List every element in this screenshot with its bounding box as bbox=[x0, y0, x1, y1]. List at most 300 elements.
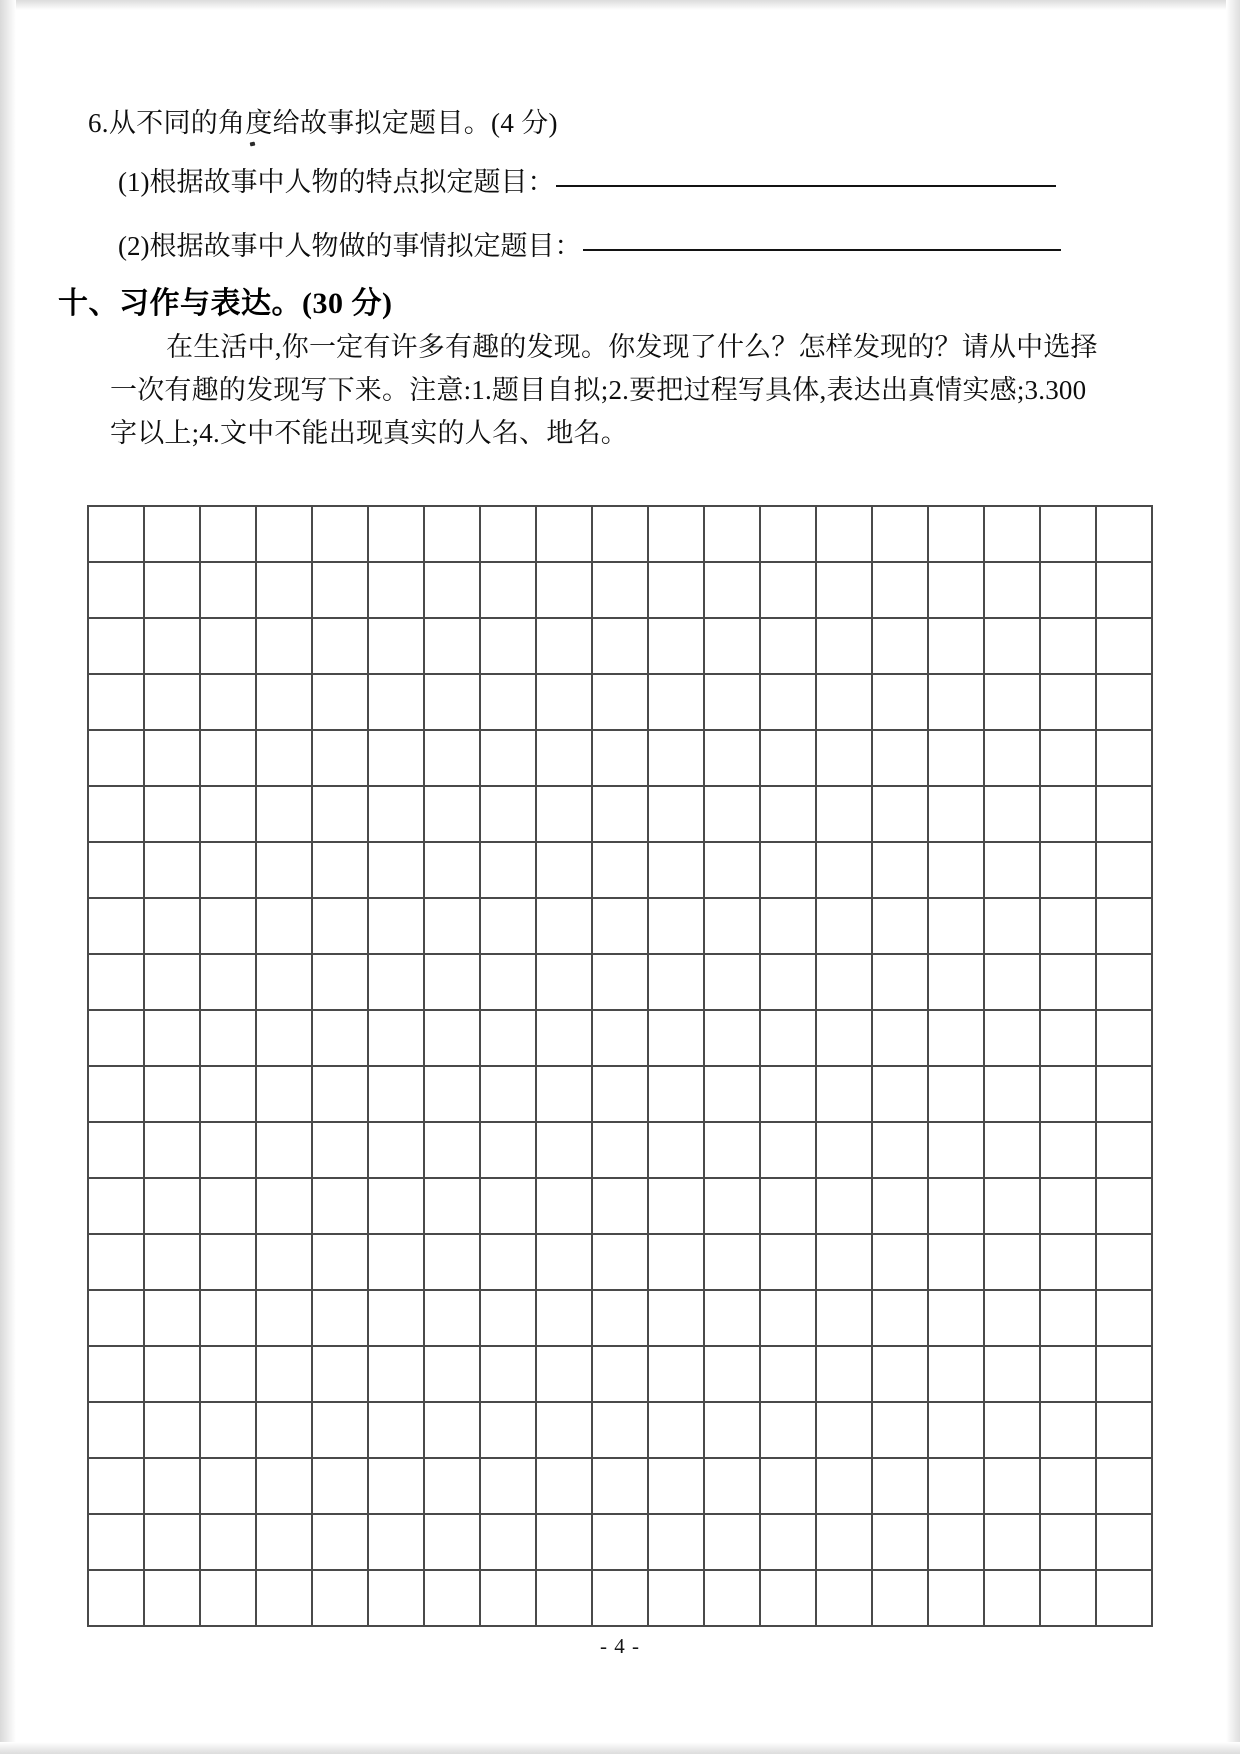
composition-grid-cell[interactable] bbox=[145, 563, 201, 619]
composition-grid-cell[interactable] bbox=[761, 787, 817, 843]
composition-grid-cell[interactable] bbox=[313, 1123, 369, 1179]
composition-grid-cell[interactable] bbox=[705, 1067, 761, 1123]
composition-grid-cell[interactable] bbox=[369, 1123, 425, 1179]
composition-grid-cell[interactable] bbox=[593, 1515, 649, 1571]
question-6-answer-blank-1[interactable] bbox=[556, 184, 1056, 187]
composition-grid-cell[interactable] bbox=[761, 1515, 817, 1571]
composition-grid-cell[interactable] bbox=[761, 563, 817, 619]
composition-grid-cell[interactable] bbox=[481, 675, 537, 731]
composition-grid-cell[interactable] bbox=[425, 1403, 481, 1459]
composition-grid-cell[interactable] bbox=[985, 675, 1041, 731]
composition-grid-cell[interactable] bbox=[649, 1347, 705, 1403]
composition-grid-cell[interactable] bbox=[817, 1179, 873, 1235]
composition-grid-cell[interactable] bbox=[145, 955, 201, 1011]
composition-grid-cell[interactable] bbox=[89, 1291, 145, 1347]
composition-grid-cell[interactable] bbox=[873, 1459, 929, 1515]
composition-grid-cell[interactable] bbox=[425, 1459, 481, 1515]
composition-grid-cell[interactable] bbox=[201, 1179, 257, 1235]
composition-grid-cell[interactable] bbox=[257, 1067, 313, 1123]
composition-grid-cell[interactable] bbox=[1041, 1067, 1097, 1123]
composition-grid-cell[interactable] bbox=[929, 1515, 985, 1571]
question-6-answer-blank-2[interactable] bbox=[583, 248, 1061, 251]
composition-grid-cell[interactable] bbox=[929, 563, 985, 619]
composition-grid-cell[interactable] bbox=[817, 1403, 873, 1459]
composition-grid-cell[interactable] bbox=[481, 787, 537, 843]
composition-grid-cell[interactable] bbox=[1097, 1179, 1153, 1235]
composition-grid-cell[interactable] bbox=[481, 1179, 537, 1235]
composition-grid-cell[interactable] bbox=[929, 955, 985, 1011]
composition-grid-cell[interactable] bbox=[145, 731, 201, 787]
composition-grid-cell[interactable] bbox=[649, 843, 705, 899]
composition-grid-cell[interactable] bbox=[313, 1179, 369, 1235]
composition-grid-cell[interactable] bbox=[313, 1515, 369, 1571]
composition-grid-cell[interactable] bbox=[929, 1347, 985, 1403]
composition-grid-cell[interactable] bbox=[537, 899, 593, 955]
composition-grid-cell[interactable] bbox=[369, 563, 425, 619]
composition-grid-cell[interactable] bbox=[257, 787, 313, 843]
composition-grid-cell[interactable] bbox=[369, 787, 425, 843]
composition-grid-cell[interactable] bbox=[985, 899, 1041, 955]
composition-grid-cell[interactable] bbox=[481, 1291, 537, 1347]
composition-grid-cell[interactable] bbox=[873, 1515, 929, 1571]
composition-grid-cell[interactable] bbox=[425, 563, 481, 619]
composition-grid-cell[interactable] bbox=[929, 619, 985, 675]
composition-grid-cell[interactable] bbox=[649, 955, 705, 1011]
composition-grid-cell[interactable] bbox=[929, 1571, 985, 1627]
composition-grid-cell[interactable] bbox=[201, 843, 257, 899]
composition-grid-cell[interactable] bbox=[649, 1067, 705, 1123]
composition-grid-cell[interactable] bbox=[1041, 1291, 1097, 1347]
composition-grid-cell[interactable] bbox=[929, 1291, 985, 1347]
composition-grid-cell[interactable] bbox=[369, 507, 425, 563]
composition-grid-cell[interactable] bbox=[705, 1459, 761, 1515]
composition-grid-cell[interactable] bbox=[481, 1067, 537, 1123]
composition-grid-cell[interactable] bbox=[705, 1515, 761, 1571]
composition-grid-cell[interactable] bbox=[873, 563, 929, 619]
composition-grid-cell[interactable] bbox=[873, 675, 929, 731]
composition-grid-cell[interactable] bbox=[761, 899, 817, 955]
composition-grid-cell[interactable] bbox=[369, 1011, 425, 1067]
composition-grid-cell[interactable] bbox=[1041, 843, 1097, 899]
composition-grid-cell[interactable] bbox=[89, 899, 145, 955]
composition-grid-cell[interactable] bbox=[929, 1235, 985, 1291]
composition-grid-cell[interactable] bbox=[537, 787, 593, 843]
composition-grid-cell[interactable] bbox=[369, 1347, 425, 1403]
composition-grid-cell[interactable] bbox=[1041, 1459, 1097, 1515]
composition-grid-cell[interactable] bbox=[985, 1123, 1041, 1179]
composition-grid-cell[interactable] bbox=[649, 1515, 705, 1571]
composition-grid-cell[interactable] bbox=[985, 955, 1041, 1011]
composition-grid-cell[interactable] bbox=[425, 1515, 481, 1571]
composition-grid-cell[interactable] bbox=[201, 563, 257, 619]
composition-grid-cell[interactable] bbox=[1041, 899, 1097, 955]
composition-grid-cell[interactable] bbox=[929, 1459, 985, 1515]
composition-grid-cell[interactable] bbox=[649, 1235, 705, 1291]
composition-grid-cell[interactable] bbox=[537, 731, 593, 787]
composition-grid-cell[interactable] bbox=[537, 1123, 593, 1179]
composition-grid-cell[interactable] bbox=[201, 1123, 257, 1179]
composition-grid-cell[interactable] bbox=[873, 1571, 929, 1627]
composition-grid-cell[interactable] bbox=[369, 1291, 425, 1347]
composition-grid-cell[interactable] bbox=[817, 1571, 873, 1627]
composition-grid-cell[interactable] bbox=[313, 1067, 369, 1123]
composition-grid-cell[interactable] bbox=[649, 1459, 705, 1515]
composition-grid-cell[interactable] bbox=[929, 1179, 985, 1235]
composition-grid-cell[interactable] bbox=[257, 619, 313, 675]
composition-grid-cell[interactable] bbox=[201, 1515, 257, 1571]
composition-grid-cell[interactable] bbox=[257, 1515, 313, 1571]
composition-grid-cell[interactable] bbox=[761, 955, 817, 1011]
composition-grid-cell[interactable] bbox=[873, 731, 929, 787]
composition-grid-cell[interactable] bbox=[985, 1571, 1041, 1627]
composition-grid-cell[interactable] bbox=[985, 619, 1041, 675]
composition-grid-cell[interactable] bbox=[873, 843, 929, 899]
composition-grid-cell[interactable] bbox=[537, 507, 593, 563]
composition-grid-cell[interactable] bbox=[369, 1515, 425, 1571]
composition-grid-cell[interactable] bbox=[201, 507, 257, 563]
composition-grid-cell[interactable] bbox=[89, 1515, 145, 1571]
composition-grid-cell[interactable] bbox=[89, 1123, 145, 1179]
composition-grid-cell[interactable] bbox=[481, 1403, 537, 1459]
composition-grid-cell[interactable] bbox=[313, 1571, 369, 1627]
composition-grid-cell[interactable] bbox=[89, 955, 145, 1011]
composition-grid-cell[interactable] bbox=[145, 619, 201, 675]
composition-grid-cell[interactable] bbox=[1097, 1459, 1153, 1515]
composition-grid-cell[interactable] bbox=[1041, 1571, 1097, 1627]
composition-grid-cell[interactable] bbox=[985, 1515, 1041, 1571]
composition-grid-cell[interactable] bbox=[201, 1235, 257, 1291]
composition-grid-cell[interactable] bbox=[89, 1403, 145, 1459]
composition-grid-cell[interactable] bbox=[593, 1179, 649, 1235]
composition-grid-cell[interactable] bbox=[313, 955, 369, 1011]
composition-grid-cell[interactable] bbox=[929, 731, 985, 787]
composition-grid-cell[interactable] bbox=[817, 843, 873, 899]
composition-grid-cell[interactable] bbox=[257, 843, 313, 899]
composition-grid-cell[interactable] bbox=[201, 1459, 257, 1515]
composition-grid-cell[interactable] bbox=[985, 1235, 1041, 1291]
composition-grid-cell[interactable] bbox=[425, 843, 481, 899]
composition-grid-cell[interactable] bbox=[537, 675, 593, 731]
composition-grid[interactable] bbox=[87, 505, 1153, 1627]
composition-grid-cell[interactable] bbox=[873, 1347, 929, 1403]
composition-grid-cell[interactable] bbox=[1097, 1291, 1153, 1347]
composition-grid-cell[interactable] bbox=[1041, 955, 1097, 1011]
composition-grid-cell[interactable] bbox=[313, 1011, 369, 1067]
composition-grid-cell[interactable] bbox=[1097, 843, 1153, 899]
composition-grid-cell[interactable] bbox=[1041, 507, 1097, 563]
composition-grid-cell[interactable] bbox=[369, 1571, 425, 1627]
composition-grid-cell[interactable] bbox=[929, 507, 985, 563]
composition-grid-cell[interactable] bbox=[705, 563, 761, 619]
composition-grid-cell[interactable] bbox=[201, 899, 257, 955]
composition-grid-cell[interactable] bbox=[425, 1179, 481, 1235]
composition-grid-cell[interactable] bbox=[649, 675, 705, 731]
composition-grid-cell[interactable] bbox=[761, 1347, 817, 1403]
composition-grid-cell[interactable] bbox=[1097, 619, 1153, 675]
composition-grid-cell[interactable] bbox=[649, 899, 705, 955]
composition-grid-cell[interactable] bbox=[481, 507, 537, 563]
composition-grid-cell[interactable] bbox=[257, 1179, 313, 1235]
composition-grid-cell[interactable] bbox=[425, 787, 481, 843]
composition-grid-cell[interactable] bbox=[1041, 731, 1097, 787]
composition-grid-cell[interactable] bbox=[1097, 1235, 1153, 1291]
composition-grid-cell[interactable] bbox=[817, 1123, 873, 1179]
composition-grid-cell[interactable] bbox=[985, 731, 1041, 787]
composition-grid-cell[interactable] bbox=[761, 1291, 817, 1347]
composition-grid-cell[interactable] bbox=[369, 1067, 425, 1123]
composition-grid-cell[interactable] bbox=[257, 1011, 313, 1067]
composition-grid-cell[interactable] bbox=[145, 843, 201, 899]
composition-grid-cell[interactable] bbox=[929, 899, 985, 955]
composition-grid-cell[interactable] bbox=[873, 787, 929, 843]
composition-grid-cell[interactable] bbox=[257, 731, 313, 787]
composition-grid-cell[interactable] bbox=[761, 675, 817, 731]
composition-grid-cell[interactable] bbox=[481, 1235, 537, 1291]
composition-grid-cell[interactable] bbox=[313, 1235, 369, 1291]
composition-grid-cell[interactable] bbox=[257, 955, 313, 1011]
composition-grid-cell[interactable] bbox=[145, 1459, 201, 1515]
composition-grid-cell[interactable] bbox=[481, 899, 537, 955]
composition-grid-cell[interactable] bbox=[817, 1347, 873, 1403]
composition-grid-cell[interactable] bbox=[817, 1291, 873, 1347]
composition-grid-cell[interactable] bbox=[313, 675, 369, 731]
composition-grid-cell[interactable] bbox=[817, 787, 873, 843]
composition-grid-cell[interactable] bbox=[873, 899, 929, 955]
composition-grid-cell[interactable] bbox=[537, 843, 593, 899]
composition-grid-cell[interactable] bbox=[761, 619, 817, 675]
composition-grid-cell[interactable] bbox=[929, 1403, 985, 1459]
composition-grid-cell[interactable] bbox=[593, 1123, 649, 1179]
composition-grid-cell[interactable] bbox=[929, 1011, 985, 1067]
composition-grid-cell[interactable] bbox=[649, 619, 705, 675]
composition-grid-cell[interactable] bbox=[201, 1011, 257, 1067]
composition-grid-cell[interactable] bbox=[817, 619, 873, 675]
composition-grid-cell[interactable] bbox=[481, 731, 537, 787]
composition-grid-cell[interactable] bbox=[89, 563, 145, 619]
composition-grid-cell[interactable] bbox=[593, 787, 649, 843]
composition-grid-cell[interactable] bbox=[817, 1515, 873, 1571]
composition-grid-cell[interactable] bbox=[593, 899, 649, 955]
composition-grid-cell[interactable] bbox=[1041, 675, 1097, 731]
composition-grid-cell[interactable] bbox=[705, 675, 761, 731]
composition-grid-cell[interactable] bbox=[201, 1291, 257, 1347]
composition-grid-cell[interactable] bbox=[929, 843, 985, 899]
composition-grid-cell[interactable] bbox=[481, 955, 537, 1011]
composition-grid-cell[interactable] bbox=[761, 1235, 817, 1291]
composition-grid-cell[interactable] bbox=[537, 1235, 593, 1291]
composition-grid-cell[interactable] bbox=[481, 1123, 537, 1179]
composition-grid-cell[interactable] bbox=[705, 1347, 761, 1403]
composition-grid-cell[interactable] bbox=[425, 1011, 481, 1067]
composition-grid-cell[interactable] bbox=[425, 1123, 481, 1179]
composition-grid-cell[interactable] bbox=[985, 787, 1041, 843]
composition-grid-cell[interactable] bbox=[201, 619, 257, 675]
composition-grid-cell[interactable] bbox=[1041, 787, 1097, 843]
composition-grid-cell[interactable] bbox=[89, 843, 145, 899]
composition-grid-cell[interactable] bbox=[873, 1067, 929, 1123]
composition-grid-cell[interactable] bbox=[593, 507, 649, 563]
composition-grid-cell[interactable] bbox=[873, 619, 929, 675]
composition-grid-cell[interactable] bbox=[145, 507, 201, 563]
composition-grid-cell[interactable] bbox=[817, 563, 873, 619]
composition-grid-cell[interactable] bbox=[1097, 1403, 1153, 1459]
composition-grid-cell[interactable] bbox=[257, 1235, 313, 1291]
composition-grid-cell[interactable] bbox=[201, 1347, 257, 1403]
composition-grid-cell[interactable] bbox=[481, 1459, 537, 1515]
composition-grid-cell[interactable] bbox=[201, 787, 257, 843]
composition-grid-cell[interactable] bbox=[1041, 1123, 1097, 1179]
composition-grid-cell[interactable] bbox=[593, 563, 649, 619]
composition-grid-cell[interactable] bbox=[1097, 731, 1153, 787]
composition-grid-cell[interactable] bbox=[705, 619, 761, 675]
composition-grid-cell[interactable] bbox=[145, 1291, 201, 1347]
composition-grid-cell[interactable] bbox=[705, 1123, 761, 1179]
composition-grid-cell[interactable] bbox=[929, 787, 985, 843]
composition-grid-cell[interactable] bbox=[593, 731, 649, 787]
composition-grid-cell[interactable] bbox=[201, 1571, 257, 1627]
composition-grid-cell[interactable] bbox=[593, 1459, 649, 1515]
composition-grid-cell[interactable] bbox=[761, 1571, 817, 1627]
composition-grid-cell[interactable] bbox=[985, 1459, 1041, 1515]
composition-grid-cell[interactable] bbox=[1097, 955, 1153, 1011]
composition-grid-cell[interactable] bbox=[89, 1179, 145, 1235]
composition-grid-cell[interactable] bbox=[705, 955, 761, 1011]
composition-grid-cell[interactable] bbox=[145, 675, 201, 731]
composition-grid-cell[interactable] bbox=[537, 1515, 593, 1571]
composition-grid-cell[interactable] bbox=[761, 1123, 817, 1179]
composition-grid-cell[interactable] bbox=[257, 1403, 313, 1459]
composition-grid-cell[interactable] bbox=[929, 675, 985, 731]
composition-grid-cell[interactable] bbox=[649, 1403, 705, 1459]
composition-grid-cell[interactable] bbox=[369, 1179, 425, 1235]
composition-grid-cell[interactable] bbox=[313, 843, 369, 899]
composition-grid-cell[interactable] bbox=[817, 507, 873, 563]
composition-grid-cell[interactable] bbox=[145, 1235, 201, 1291]
composition-grid-cell[interactable] bbox=[1041, 1235, 1097, 1291]
composition-grid-cell[interactable] bbox=[369, 619, 425, 675]
composition-grid-cell[interactable] bbox=[481, 619, 537, 675]
composition-grid-cell[interactable] bbox=[145, 1403, 201, 1459]
composition-grid-cell[interactable] bbox=[761, 1179, 817, 1235]
composition-grid-cell[interactable] bbox=[593, 1571, 649, 1627]
composition-grid-cell[interactable] bbox=[369, 1235, 425, 1291]
composition-grid-cell[interactable] bbox=[929, 1067, 985, 1123]
composition-grid-cell[interactable] bbox=[817, 899, 873, 955]
composition-grid-cell[interactable] bbox=[593, 1011, 649, 1067]
composition-grid-cell[interactable] bbox=[761, 1067, 817, 1123]
composition-grid-cell[interactable] bbox=[593, 1347, 649, 1403]
composition-grid-cell[interactable] bbox=[425, 955, 481, 1011]
composition-grid-cell[interactable] bbox=[425, 899, 481, 955]
composition-grid-cell[interactable] bbox=[985, 507, 1041, 563]
composition-grid-cell[interactable] bbox=[313, 731, 369, 787]
composition-grid-cell[interactable] bbox=[1041, 1403, 1097, 1459]
composition-grid-cell[interactable] bbox=[873, 955, 929, 1011]
composition-grid-cell[interactable] bbox=[481, 1011, 537, 1067]
composition-grid-cell[interactable] bbox=[705, 1179, 761, 1235]
composition-grid-cell[interactable] bbox=[313, 787, 369, 843]
composition-grid-cell[interactable] bbox=[761, 507, 817, 563]
composition-grid-cell[interactable] bbox=[425, 619, 481, 675]
composition-grid-cell[interactable] bbox=[313, 507, 369, 563]
composition-grid-cell[interactable] bbox=[425, 1571, 481, 1627]
composition-grid-cell[interactable] bbox=[257, 1459, 313, 1515]
composition-grid-cell[interactable] bbox=[369, 731, 425, 787]
composition-grid-cell[interactable] bbox=[89, 1067, 145, 1123]
composition-grid-cell[interactable] bbox=[761, 1011, 817, 1067]
composition-grid-cell[interactable] bbox=[1097, 1123, 1153, 1179]
composition-grid-cell[interactable] bbox=[649, 731, 705, 787]
composition-grid-cell[interactable] bbox=[481, 563, 537, 619]
composition-grid-cell[interactable] bbox=[1097, 1011, 1153, 1067]
composition-grid-cell[interactable] bbox=[817, 1067, 873, 1123]
composition-grid-cell[interactable] bbox=[1097, 1347, 1153, 1403]
composition-grid-cell[interactable] bbox=[537, 955, 593, 1011]
composition-grid-cell[interactable] bbox=[985, 1067, 1041, 1123]
composition-grid-cell[interactable] bbox=[89, 619, 145, 675]
composition-grid-cell[interactable] bbox=[1041, 563, 1097, 619]
composition-grid-cell[interactable] bbox=[1097, 787, 1153, 843]
composition-grid-cell[interactable] bbox=[873, 1235, 929, 1291]
composition-grid-cell[interactable] bbox=[537, 563, 593, 619]
composition-grid-cell[interactable] bbox=[649, 1011, 705, 1067]
composition-grid-cell[interactable] bbox=[313, 619, 369, 675]
composition-grid-cell[interactable] bbox=[985, 1011, 1041, 1067]
composition-grid-cell[interactable] bbox=[89, 1347, 145, 1403]
composition-grid-cell[interactable] bbox=[481, 843, 537, 899]
composition-grid-cell[interactable] bbox=[1041, 619, 1097, 675]
composition-grid-cell[interactable] bbox=[985, 843, 1041, 899]
composition-grid-cell[interactable] bbox=[705, 1235, 761, 1291]
composition-grid-cell[interactable] bbox=[313, 1347, 369, 1403]
composition-grid-cell[interactable] bbox=[649, 563, 705, 619]
composition-grid-cell[interactable] bbox=[145, 1067, 201, 1123]
composition-grid-cell[interactable] bbox=[985, 1347, 1041, 1403]
composition-grid-cell[interactable] bbox=[201, 731, 257, 787]
composition-grid-cell[interactable] bbox=[257, 1123, 313, 1179]
composition-grid-cell[interactable] bbox=[145, 1011, 201, 1067]
composition-grid-cell[interactable] bbox=[537, 1179, 593, 1235]
composition-grid-cell[interactable] bbox=[873, 507, 929, 563]
composition-grid-cell[interactable] bbox=[649, 1179, 705, 1235]
composition-grid-cell[interactable] bbox=[1097, 1571, 1153, 1627]
composition-grid-cell[interactable] bbox=[369, 1403, 425, 1459]
composition-grid-cell[interactable] bbox=[257, 563, 313, 619]
composition-grid-cell[interactable] bbox=[537, 1347, 593, 1403]
composition-grid-cell[interactable] bbox=[985, 1403, 1041, 1459]
composition-grid-cell[interactable] bbox=[425, 675, 481, 731]
composition-grid-cell[interactable] bbox=[817, 731, 873, 787]
composition-grid-cell[interactable] bbox=[593, 1291, 649, 1347]
composition-grid-cell[interactable] bbox=[1041, 1011, 1097, 1067]
composition-grid-cell[interactable] bbox=[145, 1123, 201, 1179]
composition-grid-cell[interactable] bbox=[761, 843, 817, 899]
composition-grid-cell[interactable] bbox=[593, 619, 649, 675]
composition-grid-cell[interactable] bbox=[313, 1291, 369, 1347]
composition-grid-cell[interactable] bbox=[257, 899, 313, 955]
composition-grid-cell[interactable] bbox=[873, 1179, 929, 1235]
composition-grid-cell[interactable] bbox=[257, 507, 313, 563]
composition-grid-cell[interactable] bbox=[369, 955, 425, 1011]
composition-grid-cell[interactable] bbox=[593, 955, 649, 1011]
composition-grid-cell[interactable] bbox=[705, 843, 761, 899]
composition-grid-cell[interactable] bbox=[369, 843, 425, 899]
composition-grid-cell[interactable] bbox=[705, 1011, 761, 1067]
composition-grid-cell[interactable] bbox=[145, 1571, 201, 1627]
composition-grid-cell[interactable] bbox=[705, 507, 761, 563]
composition-grid-cell[interactable] bbox=[89, 787, 145, 843]
composition-grid-cell[interactable] bbox=[89, 507, 145, 563]
